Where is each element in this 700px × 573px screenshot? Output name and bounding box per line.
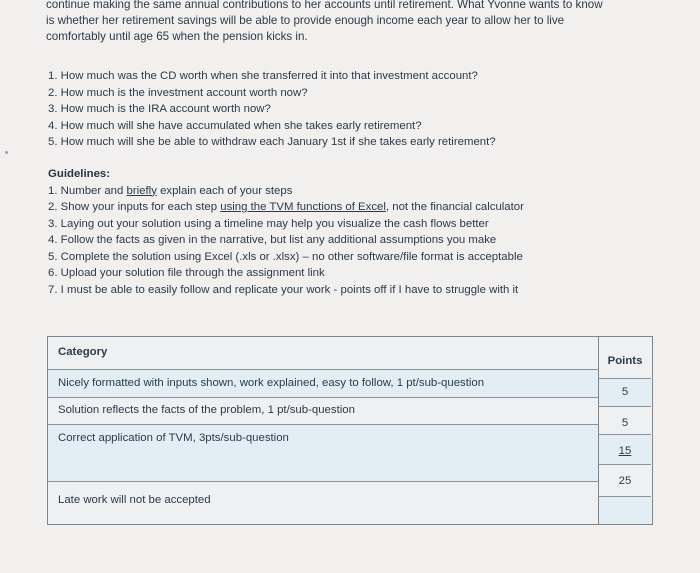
guideline-text: explain each of your steps [156,184,293,197]
points-cell-empty [599,497,651,524]
rubric-table [47,336,653,525]
points-cell [599,435,651,465]
intro-line: continue making the same annual contributions to her accounts until retirement. What Yvonne wants to know [46,0,603,11]
points-value: 5 [621,386,629,398]
question-list [48,68,496,151]
category-cell: Nicely formatted with inputs shown, work explained, easy to follow, 1 pt/sub-question [58,377,485,389]
table-row [48,370,598,398]
late-note: Late work will not be accepted [58,494,211,506]
points-cell [599,465,651,497]
table-row [48,482,598,523]
intro-paragraph [46,0,666,45]
guideline-underlined: using the TVM functions of Excel [220,201,386,213]
guidelines-title: Guidelines: [48,168,111,180]
points-value: 5 [621,417,629,429]
guideline-item: 5. Complete the solution using Excel (.xls or .xlsx) – no other software/file format is acceptable [48,250,523,263]
intro-line: comfortably until age 65 when the pension kicks in. [46,30,308,43]
guideline-text: 1. Number and [48,184,127,197]
question-item: 2. How much is the investment account worth now? [48,86,308,99]
guideline-item [48,199,524,216]
margin-dot [5,151,8,154]
category-header: Category [58,346,108,358]
points-value: 15 [618,445,632,457]
table-row [48,398,598,425]
points-header-cell [599,337,651,379]
guideline-text: 2. Show your inputs for each step [48,201,221,213]
table-header-row [48,337,598,370]
points-cell [599,407,651,435]
guideline-item: 3. Laying out your solution using a timeline may help you visualize the cash flows better [48,217,489,230]
points-column [599,337,651,524]
guideline-item: 6. Upload your solution file through the assignment link [48,267,325,279]
guideline-item: 7. I must be able to easily follow and replicate your work - points off if I have to struggle with it [48,283,519,296]
category-cell: Correct application of TVM, 3pts/sub-question [58,432,289,444]
guideline-text: , not the financial calculator [385,201,524,213]
points-cell [599,379,651,407]
question-item: 1. How much was the CD worth when she transferred it into that investment account? [48,70,478,82]
guidelines-list [48,183,524,299]
points-header: Points [607,355,643,367]
question-item: 5. How much will she be able to withdraw each January 1st if she takes early retirement? [48,136,496,149]
guidelines-section [48,166,524,298]
guideline-underlined: briefly [126,184,157,197]
points-total: 25 [618,475,632,487]
guideline-item: 4. Follow the facts as given in the narrative, but list any additional assumptions you make [48,234,497,246]
category-cell: Solution reflects the facts of the problem, 1 pt/sub-question [58,404,355,416]
category-column [48,337,599,524]
guideline-item [48,183,524,200]
question-item: 3. How much is the IRA account worth now? [48,103,271,116]
intro-line: is whether her retirement savings will be able to provide enough income each year to allow her to live [46,14,565,27]
table-row [48,425,598,482]
question-item: 4. How much will she have accumulated when she takes early retirement? [48,119,422,132]
